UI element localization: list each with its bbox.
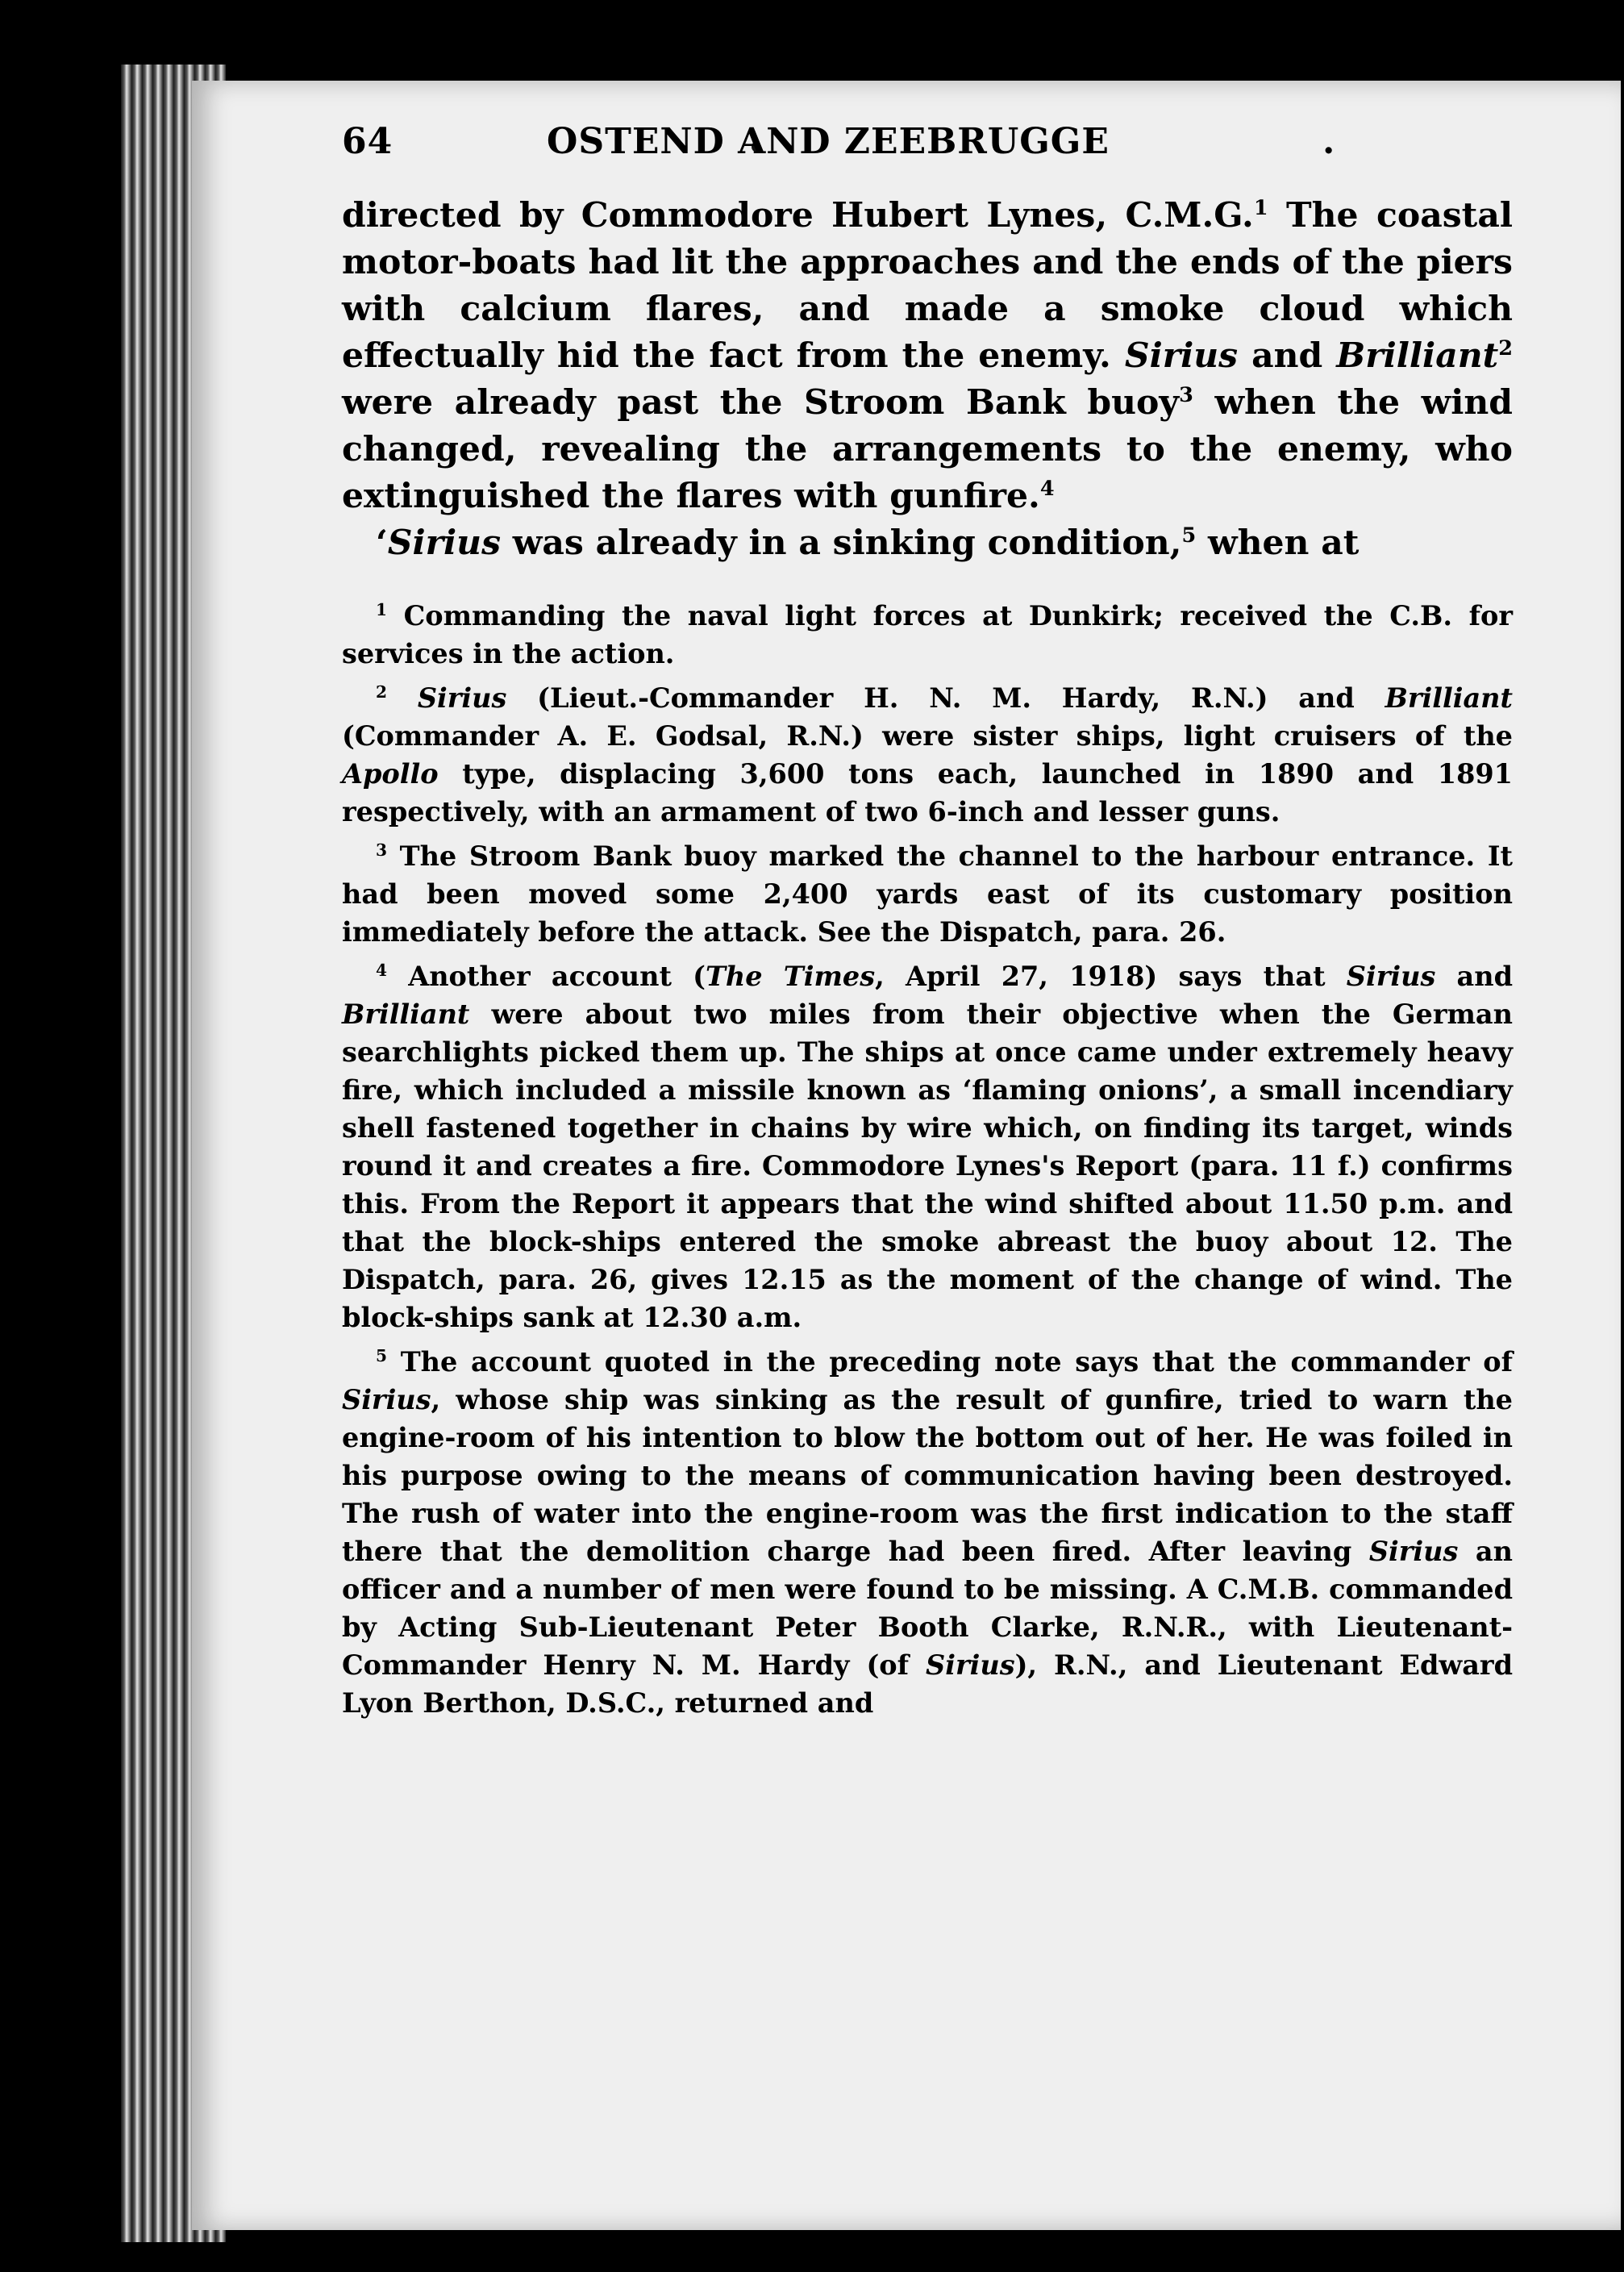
footnote-1: $^1$ Commanding the naval light forces at Dunkirk; received the C.B. for services in the action.: [342, 599, 1513, 669]
footnote-ref-1: 1: [1253, 195, 1268, 220]
footnote-5: $^5$ The account quoted in the preceding note says that the commander of Sirius, whose ship was sinking as the result of gunfire, tried to warn the engine-room of his intention to blow the bottom out of her. He was foiled in his purpose owing to the means of communication having been destroyed. The rush of water into the engine-room was the first indication to the staff there that the demolition charge had been fired. After leaving Sirius an officer and a number of men were found to be missing. A C.M.B. commanded by Acting Sub-Lieutenant Peter Booth Clarke, R.N.R., with Lieutenant-Commander Henry N. M. Hardy (of Sirius), R.N., and Lieutenant Edward Lyon Berthon, D.S.C., returned and: [342, 1345, 1513, 1719]
page-number: 64: [342, 121, 394, 162]
footnote-2: $^2$ Sirius (Lieut.-Commander H. N. M. Hardy, R.N.) and Brilliant (Commander A. E. Godsal, R.N.) were sister ships, light cruisers of the Apollo type, displacing 3,600 tons each, launched in 1890 and 1891 respectively, with an armament of two 6-inch and lesser guns.: [342, 682, 1513, 828]
footnote-3: $^3$ The Stroom Bank buoy marked the channel to the harbour entrance. It had been moved some 2,400 yards east of its customary position immediately before the attack. See the Dispatch, para. 26.: [342, 840, 1513, 948]
paragraph-2: ‘Sirius was already in a sinking condition,$^5$ when at: [376, 523, 1360, 563]
footnote-ref-5: 5: [1181, 523, 1197, 548]
footnotes: [342, 597, 1513, 1728]
main-text: [342, 192, 1513, 566]
footnote-ref-4: 4: [1039, 476, 1055, 501]
running-header: [342, 121, 1513, 169]
paragraph-1: directed by Commodore Hubert Lynes, C.M.G.$^1$ The coastal motor-boats had lit the approaches and the ends of the piers with calcium flares, and made a smoke cloud which effectually hid the fact from the enemy. Sirius and Brilliant$^2$ were already past the Stroom Bank buoy$^3$ when the wind changed, revealing the arrangements to the enemy, who extinguished the flares with gunfire.$^4$: [342, 195, 1514, 516]
running-title: OSTEND AND ZEEBRUGGE: [547, 121, 1110, 162]
footnote-ref-2: 2: [1498, 336, 1514, 361]
stray-mark: .: [1322, 121, 1336, 162]
footnote-4: $^4$ Another account (The Times, April 27, 1918) says that Sirius and Brilliant were about two miles from their objective when the German searchlights picked them up. The ships at once came under extremely heavy fire, which included a missile known as ‘flaming onions’, a small incendiary shell fastened together in chains by wire which, on finding its target, winds round it and creates a fire. Commodore Lynes's Report (para. 11 f.) confirms this. From the Report it appears that the wind shifted about 11.50 p.m. and that the block-ships entered the smoke abreast the buoy about 12. The Dispatch, para. 26, gives 12.15 as the moment of the change of wind. The block-ships sank at 12.30 a.m.: [342, 960, 1514, 1333]
footnote-ref-3: 3: [1179, 382, 1193, 407]
